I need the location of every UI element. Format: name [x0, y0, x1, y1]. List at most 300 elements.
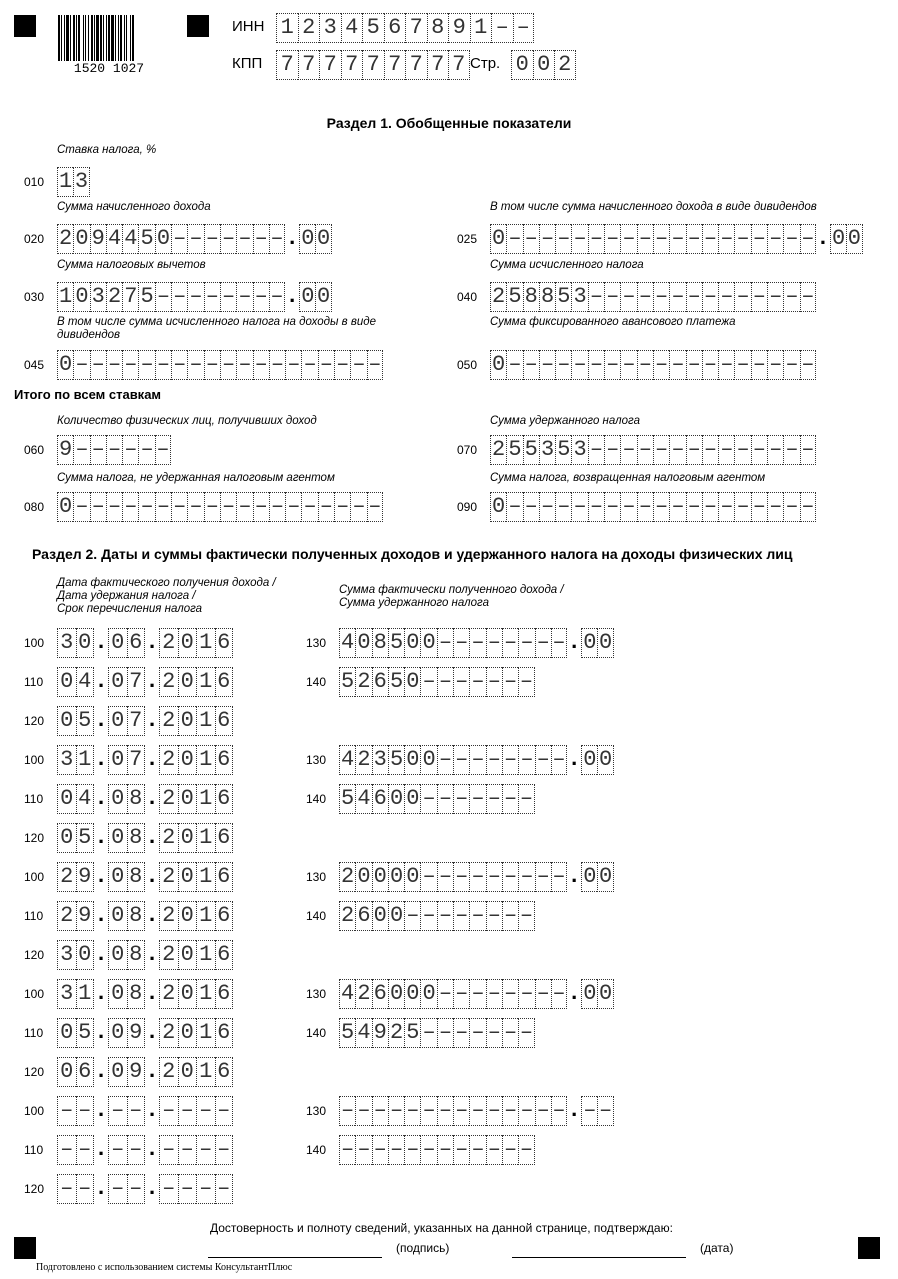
char-cell[interactable]: 3 — [539, 435, 555, 465]
char-cell[interactable]: – — [506, 224, 522, 254]
char-cell[interactable]: 1 — [196, 940, 215, 970]
char-cell[interactable]: – — [469, 1135, 485, 1165]
char-cell[interactable]: – — [437, 901, 453, 931]
char-cell[interactable]: – — [502, 1135, 518, 1165]
char-cell[interactable]: – — [106, 435, 122, 465]
signature-line[interactable] — [208, 1257, 382, 1258]
char-cell[interactable]: – — [187, 492, 203, 522]
char-cell[interactable]: 2 — [57, 901, 76, 931]
char-cell[interactable]: – — [57, 1174, 76, 1204]
char-cell[interactable]: 2 — [159, 1018, 178, 1048]
char-cell[interactable]: – — [702, 282, 718, 312]
char-cell[interactable]: 7 — [384, 50, 406, 80]
char-cell[interactable]: – — [155, 282, 171, 312]
char-cell[interactable]: – — [506, 350, 522, 380]
char-cell[interactable]: 4 — [122, 224, 138, 254]
char-cell[interactable]: 0 — [420, 628, 436, 658]
char-cell[interactable]: 0 — [178, 745, 197, 775]
char-cell[interactable]: – — [783, 282, 799, 312]
char-cell[interactable]: – — [669, 435, 685, 465]
char-cell[interactable]: – — [604, 224, 620, 254]
char-cell[interactable]: – — [122, 435, 138, 465]
char-cell[interactable]: 0 — [155, 224, 171, 254]
char-cell[interactable]: 2 — [159, 901, 178, 931]
char-cell[interactable]: 0 — [178, 628, 197, 658]
char-cell[interactable]: 2 — [159, 940, 178, 970]
char-cell[interactable]: – — [620, 435, 636, 465]
char-cell[interactable]: – — [686, 282, 702, 312]
char-cell[interactable]: – — [453, 1135, 469, 1165]
char-cell[interactable]: – — [215, 1096, 234, 1126]
char-cell[interactable]: 0 — [372, 901, 388, 931]
char-cell[interactable]: 0 — [57, 1018, 76, 1048]
char-cell[interactable]: – — [204, 224, 220, 254]
char-cell[interactable]: 2 — [159, 979, 178, 1009]
char-cell[interactable]: 5 — [76, 823, 95, 853]
char-cell[interactable]: 2 — [298, 13, 320, 43]
char-cell[interactable]: 6 — [215, 823, 234, 853]
char-cell[interactable]: – — [535, 1096, 551, 1126]
char-cell[interactable]: – — [204, 350, 220, 380]
char-cell[interactable]: – — [187, 282, 203, 312]
char-cell[interactable]: 6 — [215, 862, 234, 892]
char-cell[interactable]: – — [620, 350, 636, 380]
char-cell[interactable]: – — [420, 1135, 436, 1165]
char-cell[interactable]: – — [555, 492, 571, 522]
char-cell[interactable]: – — [718, 350, 734, 380]
char-cell[interactable]: – — [155, 492, 171, 522]
char-cell[interactable]: 0 — [490, 350, 506, 380]
char-cell[interactable]: – — [453, 745, 469, 775]
char-cell[interactable]: 2 — [159, 706, 178, 736]
char-cell[interactable]: – — [486, 1135, 502, 1165]
char-cell[interactable]: 0 — [57, 350, 73, 380]
char-cell[interactable]: – — [718, 224, 734, 254]
char-cell[interactable]: – — [486, 862, 502, 892]
char-cell[interactable]: – — [539, 224, 555, 254]
char-cell[interactable]: – — [469, 784, 485, 814]
char-cell[interactable]: 2 — [355, 745, 371, 775]
char-cell[interactable]: 5 — [388, 667, 404, 697]
char-cell[interactable]: 6 — [355, 901, 371, 931]
char-cell[interactable]: – — [73, 492, 89, 522]
char-cell[interactable]: – — [523, 492, 539, 522]
char-cell[interactable]: – — [350, 492, 366, 522]
char-cell[interactable]: – — [588, 492, 604, 522]
char-cell[interactable]: 6 — [127, 628, 146, 658]
char-cell[interactable]: – — [669, 492, 685, 522]
char-cell[interactable]: – — [702, 224, 718, 254]
char-cell[interactable]: 2 — [159, 862, 178, 892]
char-cell[interactable]: 7 — [127, 745, 146, 775]
char-cell[interactable]: – — [437, 1096, 453, 1126]
char-cell[interactable]: – — [334, 350, 350, 380]
char-cell[interactable]: – — [339, 1096, 355, 1126]
char-cell[interactable]: – — [523, 224, 539, 254]
char-cell[interactable]: – — [339, 1135, 355, 1165]
char-cell[interactable]: 2 — [106, 282, 122, 312]
char-cell[interactable]: 2 — [339, 862, 355, 892]
char-cell[interactable]: 4 — [339, 745, 355, 775]
char-cell[interactable]: – — [253, 282, 269, 312]
char-cell[interactable]: – — [718, 435, 734, 465]
char-cell[interactable]: 3 — [372, 745, 388, 775]
char-cell[interactable]: 1 — [196, 784, 215, 814]
char-cell[interactable]: 8 — [539, 282, 555, 312]
char-cell[interactable]: – — [127, 1135, 146, 1165]
char-cell[interactable]: 0 — [178, 901, 197, 931]
char-cell[interactable]: – — [767, 282, 783, 312]
char-cell[interactable]: 6 — [215, 940, 234, 970]
char-cell[interactable]: – — [76, 1096, 95, 1126]
char-cell[interactable]: – — [734, 492, 750, 522]
char-cell[interactable]: – — [253, 350, 269, 380]
char-cell[interactable]: – — [155, 350, 171, 380]
char-cell[interactable]: 2 — [355, 979, 371, 1009]
char-cell[interactable]: 2 — [159, 1057, 178, 1087]
char-cell[interactable]: – — [783, 350, 799, 380]
char-cell[interactable]: – — [551, 628, 567, 658]
char-cell[interactable]: – — [518, 1096, 534, 1126]
char-cell[interactable]: – — [437, 979, 453, 1009]
char-cell[interactable]: 1 — [196, 667, 215, 697]
char-cell[interactable]: – — [469, 979, 485, 1009]
char-cell[interactable]: – — [518, 628, 534, 658]
char-cell[interactable]: 1 — [196, 979, 215, 1009]
char-cell[interactable]: – — [453, 784, 469, 814]
char-cell[interactable]: – — [437, 784, 453, 814]
char-cell[interactable]: – — [236, 224, 252, 254]
char-cell[interactable]: 0 — [581, 862, 597, 892]
char-cell[interactable]: – — [800, 224, 816, 254]
char-cell[interactable]: 8 — [372, 628, 388, 658]
char-cell[interactable]: – — [502, 862, 518, 892]
char-cell[interactable]: – — [555, 224, 571, 254]
char-cell[interactable]: 6 — [372, 784, 388, 814]
char-cell[interactable]: 7 — [122, 282, 138, 312]
char-cell[interactable]: 0 — [178, 1018, 197, 1048]
char-cell[interactable]: 5 — [362, 13, 384, 43]
char-cell[interactable]: – — [653, 282, 669, 312]
char-cell[interactable]: – — [751, 282, 767, 312]
char-cell[interactable]: 6 — [215, 667, 234, 697]
char-cell[interactable]: 7 — [276, 50, 298, 80]
char-cell[interactable]: – — [178, 1135, 197, 1165]
char-cell[interactable]: 1 — [196, 628, 215, 658]
char-cell[interactable]: – — [486, 667, 502, 697]
char-cell[interactable]: – — [178, 1096, 197, 1126]
char-cell[interactable]: – — [551, 979, 567, 1009]
char-cell[interactable]: – — [513, 13, 535, 43]
char-cell[interactable]: – — [138, 492, 154, 522]
char-cell[interactable]: 0 — [404, 784, 420, 814]
char-cell[interactable]: 5 — [404, 1018, 420, 1048]
char-cell[interactable]: 8 — [127, 823, 146, 853]
char-cell[interactable]: 4 — [106, 224, 122, 254]
char-cell[interactable]: – — [702, 350, 718, 380]
char-cell[interactable]: – — [620, 282, 636, 312]
char-cell[interactable]: – — [159, 1174, 178, 1204]
char-cell[interactable]: – — [253, 492, 269, 522]
char-cell[interactable]: – — [388, 1135, 404, 1165]
char-cell[interactable]: – — [437, 862, 453, 892]
char-cell[interactable]: – — [686, 224, 702, 254]
char-cell[interactable]: – — [588, 282, 604, 312]
char-cell[interactable]: 0 — [420, 745, 436, 775]
char-cell[interactable]: – — [486, 1096, 502, 1126]
char-cell[interactable]: – — [702, 492, 718, 522]
char-cell[interactable]: 0 — [299, 224, 315, 254]
char-cell[interactable]: 8 — [127, 862, 146, 892]
char-cell[interactable]: – — [453, 1018, 469, 1048]
char-cell[interactable]: – — [453, 862, 469, 892]
char-cell[interactable]: – — [518, 667, 534, 697]
char-cell[interactable]: – — [355, 1135, 371, 1165]
char-cell[interactable]: – — [469, 667, 485, 697]
char-cell[interactable]: – — [196, 1174, 215, 1204]
char-cell[interactable]: 3 — [57, 628, 76, 658]
char-cell[interactable]: – — [539, 492, 555, 522]
char-cell[interactable]: – — [486, 784, 502, 814]
char-cell[interactable]: 0 — [581, 745, 597, 775]
char-cell[interactable]: 5 — [555, 435, 571, 465]
char-cell[interactable]: 0 — [597, 862, 613, 892]
char-cell[interactable]: – — [469, 862, 485, 892]
char-cell[interactable]: – — [171, 224, 187, 254]
char-cell[interactable]: – — [127, 1096, 146, 1126]
char-cell[interactable]: 3 — [57, 745, 76, 775]
char-cell[interactable]: 6 — [372, 979, 388, 1009]
char-cell[interactable]: – — [539, 350, 555, 380]
char-cell[interactable]: – — [138, 350, 154, 380]
char-cell[interactable]: 5 — [76, 1018, 95, 1048]
char-cell[interactable]: – — [159, 1096, 178, 1126]
char-cell[interactable]: 0 — [57, 667, 76, 697]
char-cell[interactable]: 4 — [355, 784, 371, 814]
char-cell[interactable]: 0 — [57, 1057, 76, 1087]
char-cell[interactable]: 0 — [388, 979, 404, 1009]
char-cell[interactable]: – — [76, 1174, 95, 1204]
char-cell[interactable]: 3 — [57, 940, 76, 970]
char-cell[interactable]: – — [523, 350, 539, 380]
char-cell[interactable]: 0 — [178, 862, 197, 892]
char-cell[interactable]: – — [420, 901, 436, 931]
char-cell[interactable]: 6 — [215, 745, 234, 775]
char-cell[interactable]: 6 — [215, 706, 234, 736]
char-cell[interactable]: – — [751, 492, 767, 522]
char-cell[interactable]: – — [334, 492, 350, 522]
char-cell[interactable]: 0 — [533, 50, 555, 80]
char-cell[interactable]: – — [800, 492, 816, 522]
char-cell[interactable]: – — [236, 492, 252, 522]
char-cell[interactable]: – — [502, 1096, 518, 1126]
char-cell[interactable]: 0 — [108, 823, 127, 853]
char-cell[interactable]: 0 — [299, 282, 315, 312]
char-cell[interactable]: 1 — [196, 823, 215, 853]
char-cell[interactable]: – — [718, 492, 734, 522]
char-cell[interactable]: – — [767, 350, 783, 380]
char-cell[interactable]: – — [220, 282, 236, 312]
char-cell[interactable]: – — [108, 1096, 127, 1126]
char-cell[interactable]: – — [437, 1135, 453, 1165]
char-cell[interactable]: 7 — [448, 50, 470, 80]
char-cell[interactable]: 0 — [108, 1018, 127, 1048]
char-cell[interactable]: 0 — [57, 823, 76, 853]
char-cell[interactable]: – — [106, 492, 122, 522]
char-cell[interactable]: 2 — [159, 667, 178, 697]
char-cell[interactable]: – — [669, 282, 685, 312]
char-cell[interactable]: – — [518, 745, 534, 775]
char-cell[interactable]: – — [800, 282, 816, 312]
char-cell[interactable]: 0 — [846, 224, 862, 254]
char-cell[interactable]: – — [57, 1096, 76, 1126]
char-cell[interactable]: 0 — [57, 706, 76, 736]
char-cell[interactable]: 1 — [196, 901, 215, 931]
char-cell[interactable]: 8 — [127, 940, 146, 970]
char-cell[interactable]: – — [106, 350, 122, 380]
char-cell[interactable]: 0 — [597, 628, 613, 658]
char-cell[interactable]: – — [453, 1096, 469, 1126]
char-cell[interactable]: – — [236, 350, 252, 380]
char-cell[interactable]: – — [90, 492, 106, 522]
char-cell[interactable]: 1 — [196, 706, 215, 736]
char-cell[interactable]: 2 — [159, 784, 178, 814]
char-cell[interactable]: 2 — [490, 435, 506, 465]
char-cell[interactable]: – — [57, 1135, 76, 1165]
char-cell[interactable]: – — [506, 492, 522, 522]
char-cell[interactable]: 8 — [127, 901, 146, 931]
char-cell[interactable]: – — [502, 667, 518, 697]
char-cell[interactable]: – — [171, 492, 187, 522]
char-cell[interactable]: 0 — [108, 901, 127, 931]
char-cell[interactable]: – — [204, 282, 220, 312]
char-cell[interactable]: – — [751, 435, 767, 465]
char-cell[interactable]: – — [718, 282, 734, 312]
char-cell[interactable]: – — [637, 282, 653, 312]
char-cell[interactable]: 0 — [388, 901, 404, 931]
char-cell[interactable]: 0 — [511, 50, 533, 80]
char-cell[interactable]: – — [502, 784, 518, 814]
char-cell[interactable]: 3 — [90, 282, 106, 312]
char-cell[interactable]: – — [734, 224, 750, 254]
char-cell[interactable]: – — [571, 224, 587, 254]
char-cell[interactable]: 5 — [339, 667, 355, 697]
char-cell[interactable]: – — [420, 1018, 436, 1048]
char-cell[interactable]: – — [73, 435, 89, 465]
char-cell[interactable]: 6 — [384, 13, 406, 43]
char-cell[interactable]: – — [486, 628, 502, 658]
char-cell[interactable]: – — [159, 1135, 178, 1165]
char-cell[interactable]: – — [90, 435, 106, 465]
char-cell[interactable]: – — [571, 350, 587, 380]
char-cell[interactable]: – — [372, 1135, 388, 1165]
char-cell[interactable]: – — [269, 350, 285, 380]
char-cell[interactable]: – — [355, 1096, 371, 1126]
char-cell[interactable]: – — [469, 1096, 485, 1126]
char-cell[interactable]: – — [350, 350, 366, 380]
char-cell[interactable]: – — [535, 628, 551, 658]
char-cell[interactable]: – — [318, 492, 334, 522]
char-cell[interactable]: – — [285, 492, 301, 522]
char-cell[interactable]: – — [751, 224, 767, 254]
char-cell[interactable]: 4 — [341, 13, 363, 43]
char-cell[interactable]: – — [734, 350, 750, 380]
char-cell[interactable]: 0 — [108, 979, 127, 1009]
char-cell[interactable]: 3 — [571, 435, 587, 465]
char-cell[interactable]: – — [518, 901, 534, 931]
char-cell[interactable]: – — [220, 224, 236, 254]
char-cell[interactable]: 0 — [108, 1057, 127, 1087]
char-cell[interactable]: 9 — [57, 435, 73, 465]
char-cell[interactable]: 5 — [138, 282, 154, 312]
char-cell[interactable]: – — [551, 862, 567, 892]
char-cell[interactable]: – — [571, 492, 587, 522]
char-cell[interactable]: 0 — [108, 628, 127, 658]
char-cell[interactable]: – — [253, 224, 269, 254]
char-cell[interactable]: – — [269, 492, 285, 522]
char-cell[interactable]: – — [122, 350, 138, 380]
char-cell[interactable]: 5 — [339, 1018, 355, 1048]
char-cell[interactable]: 0 — [388, 862, 404, 892]
char-cell[interactable]: – — [637, 224, 653, 254]
char-cell[interactable]: – — [138, 435, 154, 465]
char-cell[interactable]: 0 — [355, 628, 371, 658]
char-cell[interactable]: 1 — [196, 1018, 215, 1048]
char-cell[interactable]: – — [518, 862, 534, 892]
char-cell[interactable]: – — [783, 435, 799, 465]
char-cell[interactable]: 0 — [581, 979, 597, 1009]
char-cell[interactable]: – — [604, 435, 620, 465]
char-cell[interactable]: – — [518, 1135, 534, 1165]
char-cell[interactable]: 0 — [420, 979, 436, 1009]
char-cell[interactable]: – — [581, 1096, 597, 1126]
char-cell[interactable]: – — [404, 1135, 420, 1165]
char-cell[interactable]: – — [404, 1096, 420, 1126]
char-cell[interactable]: – — [620, 224, 636, 254]
char-cell[interactable]: – — [127, 1174, 146, 1204]
char-cell[interactable]: – — [702, 435, 718, 465]
char-cell[interactable]: – — [367, 492, 383, 522]
char-cell[interactable]: 6 — [76, 1057, 95, 1087]
char-cell[interactable]: 7 — [319, 50, 341, 80]
char-cell[interactable]: 0 — [57, 492, 73, 522]
char-cell[interactable]: – — [155, 435, 171, 465]
char-cell[interactable]: 7 — [362, 50, 384, 80]
char-cell[interactable]: 9 — [127, 1057, 146, 1087]
char-cell[interactable]: – — [187, 224, 203, 254]
char-cell[interactable]: – — [551, 745, 567, 775]
char-cell[interactable]: – — [767, 435, 783, 465]
char-cell[interactable]: 3 — [73, 167, 89, 197]
char-cell[interactable]: – — [178, 1174, 197, 1204]
date-line[interactable] — [512, 1257, 686, 1258]
char-cell[interactable]: 2 — [159, 823, 178, 853]
char-cell[interactable]: 8 — [427, 13, 449, 43]
char-cell[interactable]: 5 — [76, 706, 95, 736]
char-cell[interactable]: – — [220, 492, 236, 522]
char-cell[interactable]: – — [215, 1135, 234, 1165]
char-cell[interactable]: – — [518, 979, 534, 1009]
char-cell[interactable]: – — [734, 435, 750, 465]
char-cell[interactable]: – — [108, 1174, 127, 1204]
char-cell[interactable]: 2 — [554, 50, 576, 80]
char-cell[interactable]: – — [469, 745, 485, 775]
char-cell[interactable]: – — [502, 745, 518, 775]
char-cell[interactable]: 0 — [73, 224, 89, 254]
char-cell[interactable]: 1 — [57, 167, 73, 197]
char-cell[interactable]: 0 — [73, 282, 89, 312]
char-cell[interactable]: 4 — [339, 628, 355, 658]
